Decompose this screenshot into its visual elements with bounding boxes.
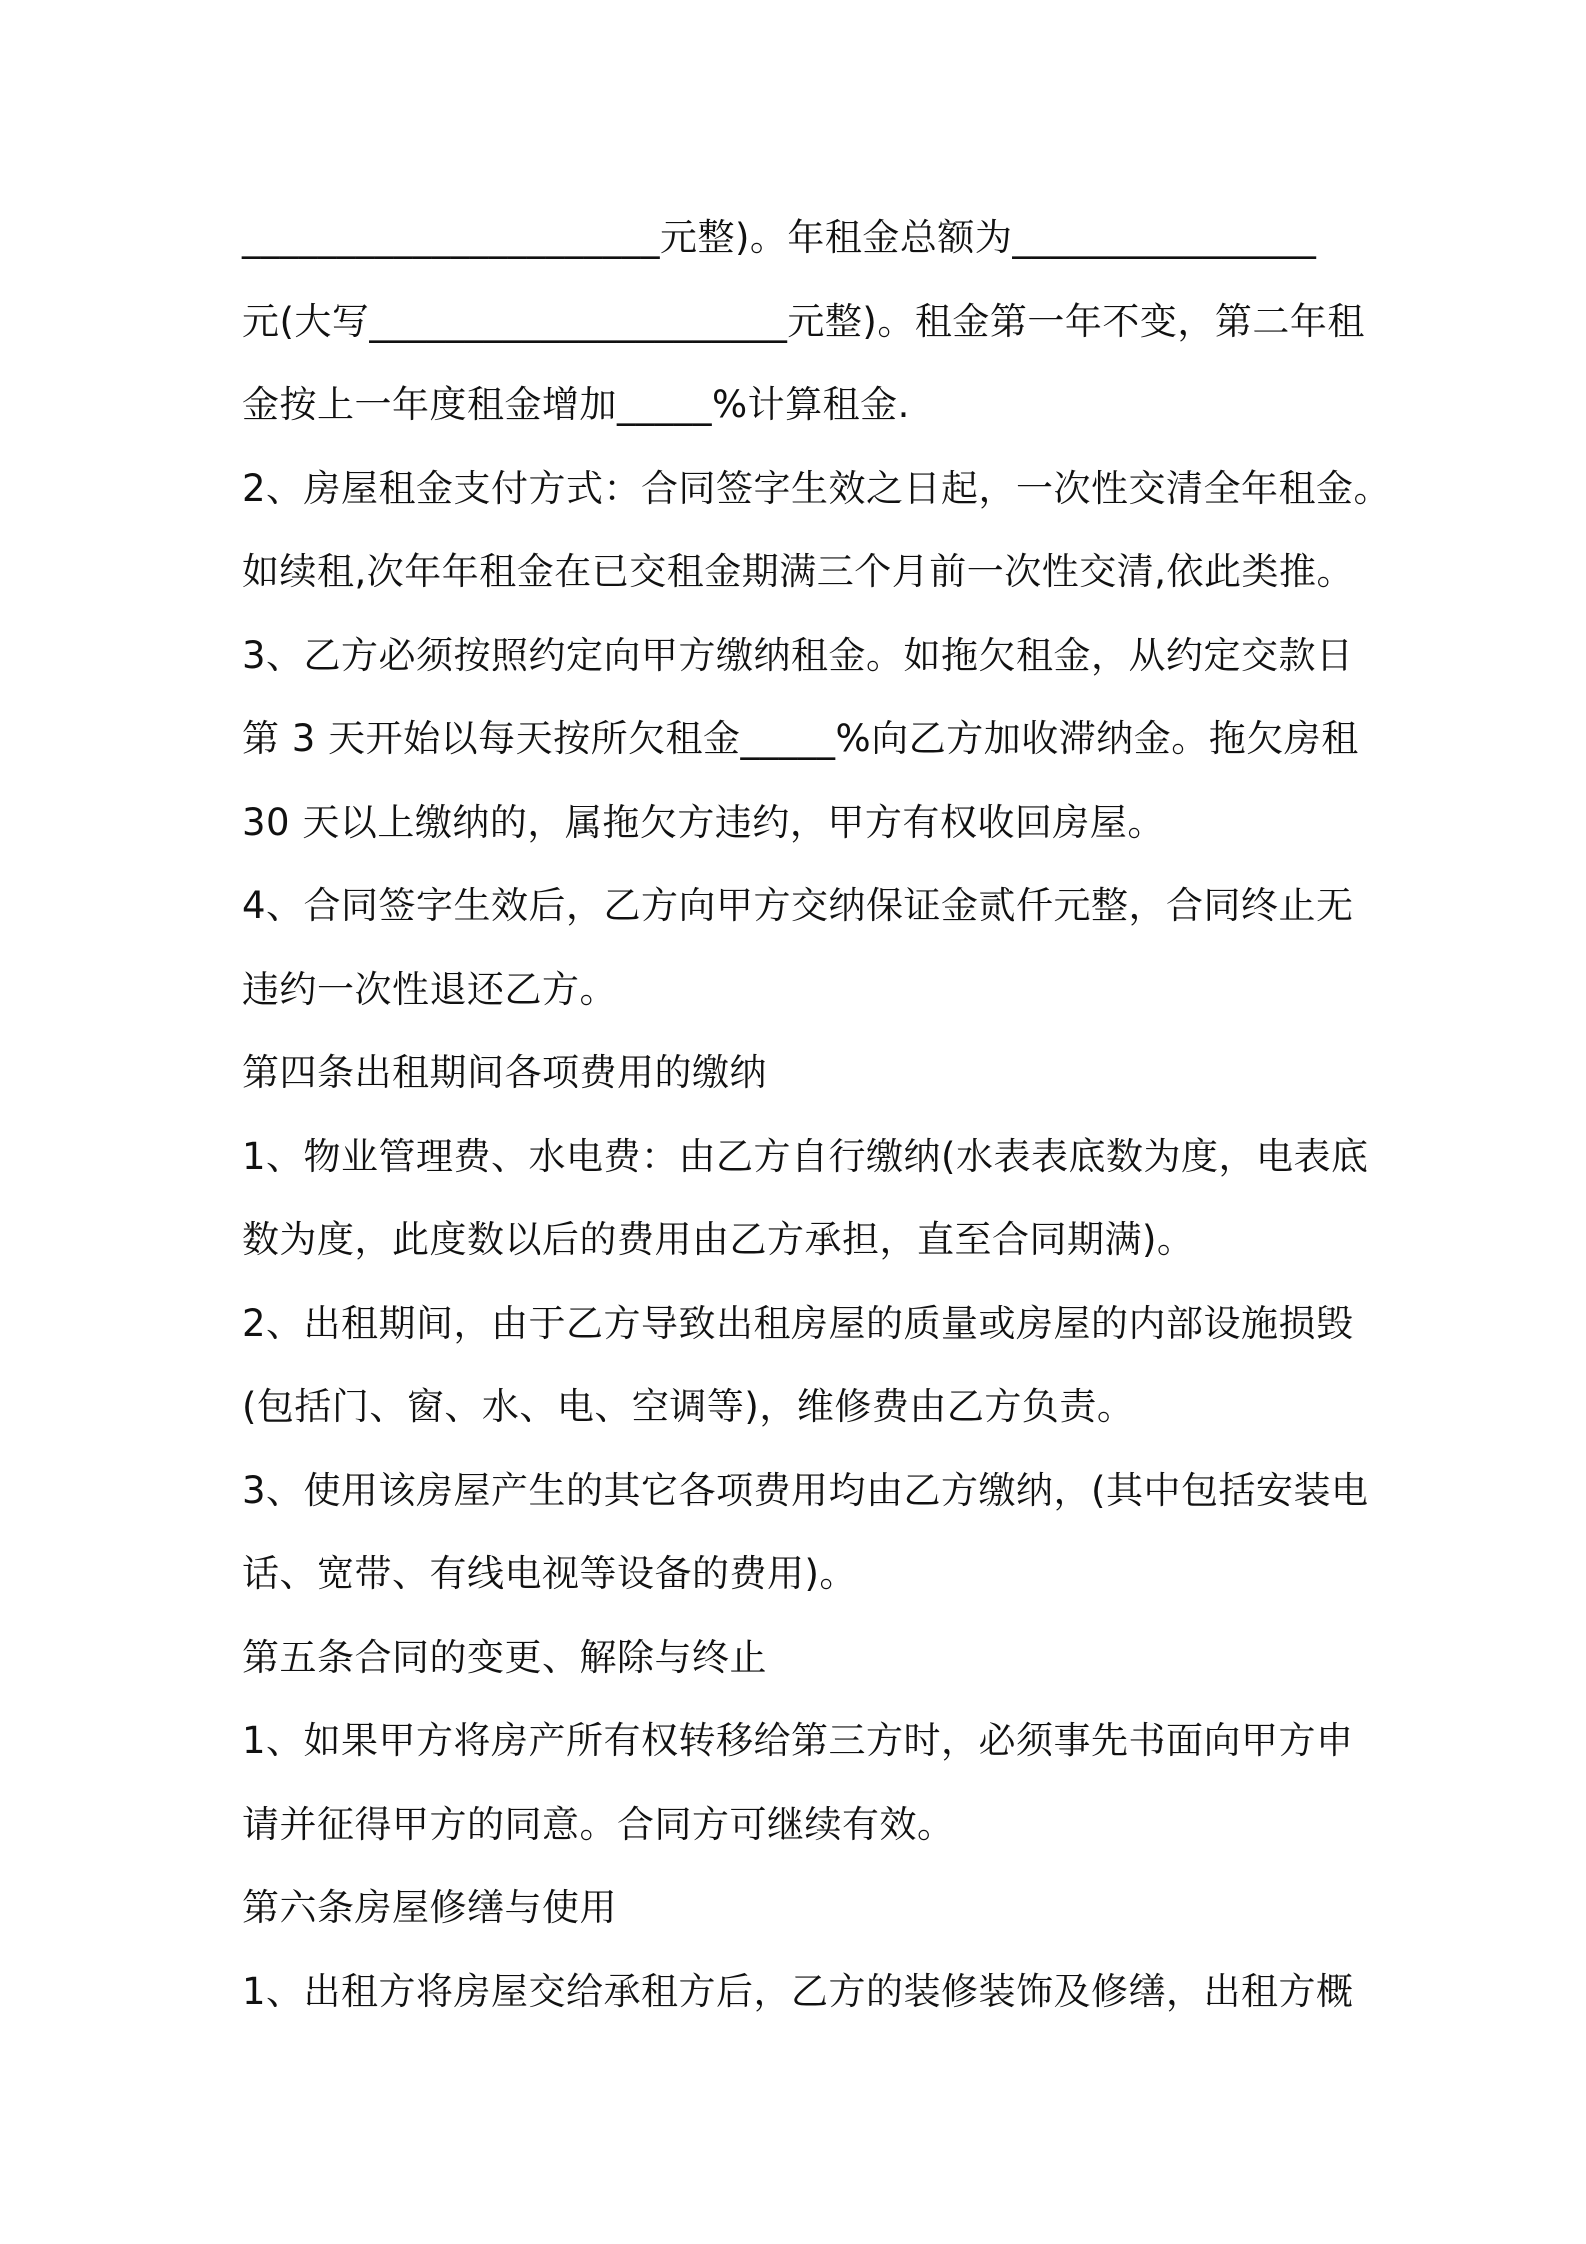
text-line: 2、出租期间，由于乙方导致出租房屋的质量或房屋的内部设施损毁 xyxy=(242,1301,1354,1345)
text-line: 1、如果甲方将房产所有权转移给第三方时，必须事先书面向甲方申 xyxy=(242,1719,1354,1762)
text-line: ______________________元整)。年租金总额为________________ xyxy=(242,216,1317,259)
section-heading: 第四条出租期间各项费用的缴纳 xyxy=(242,1051,767,1094)
text-line: 3、使用该房屋产生的其它各项费用均由乙方缴纳，(其中包括安装电 xyxy=(242,1468,1369,1512)
text-line: 金按上一年度租金增加_____%计算租金. xyxy=(242,383,910,426)
text-line: 话、宽带、有线电视等设备的费用)。 xyxy=(242,1552,857,1595)
text-line: (包括门、窗、水、电、空调等)，维修费由乙方负责。 xyxy=(242,1385,1135,1428)
text-line: 1、出租方将房屋交给承租方后，乙方的装修装饰及修缮，出租方概 xyxy=(242,1969,1354,2013)
text-line: 请并征得甲方的同意。合同方可继续有效。 xyxy=(242,1802,955,1846)
contract-text xyxy=(242,196,1392,2033)
text-line: 数为度，此度数以后的费用由乙方承担，直至合同期满)。 xyxy=(242,1218,1195,1261)
text-line: 元(大写______________________元整)。租金第一年不变，第二年租 xyxy=(242,299,1365,343)
text-line: 违约一次性退还乙方。 xyxy=(242,967,617,1011)
text-line: 3、乙方必须按照约定向甲方缴纳租金。如拖欠租金，从约定交款日 xyxy=(242,633,1354,677)
text-line: 30 天以上缴纳的，属拖欠方违约，甲方有权收回房屋。 xyxy=(242,800,1165,844)
text-line: 2、房屋租金支付方式：合同签字生效之日起，一次性交清全年租金。 xyxy=(242,466,1392,510)
section-heading: 第六条房屋修缮与使用 xyxy=(242,1886,617,1929)
text-line: 第 3 天开始以每天按所欠租金_____%向乙方加收滞纳金。拖欠房租 xyxy=(242,717,1359,760)
text-line: 4、合同签字生效后，乙方向甲方交纳保证金贰仟元整，合同终止无 xyxy=(242,884,1354,927)
section-heading: 第五条合同的变更、解除与终止 xyxy=(242,1635,767,1679)
text-line: 1、物业管理费、水电费：由乙方自行缴纳(水表表底数为度，电表底 xyxy=(242,1134,1369,1178)
text-line: 如续租,次年年租金在已交租金期满三个月前一次性交清,依此类推。 xyxy=(242,550,1355,593)
